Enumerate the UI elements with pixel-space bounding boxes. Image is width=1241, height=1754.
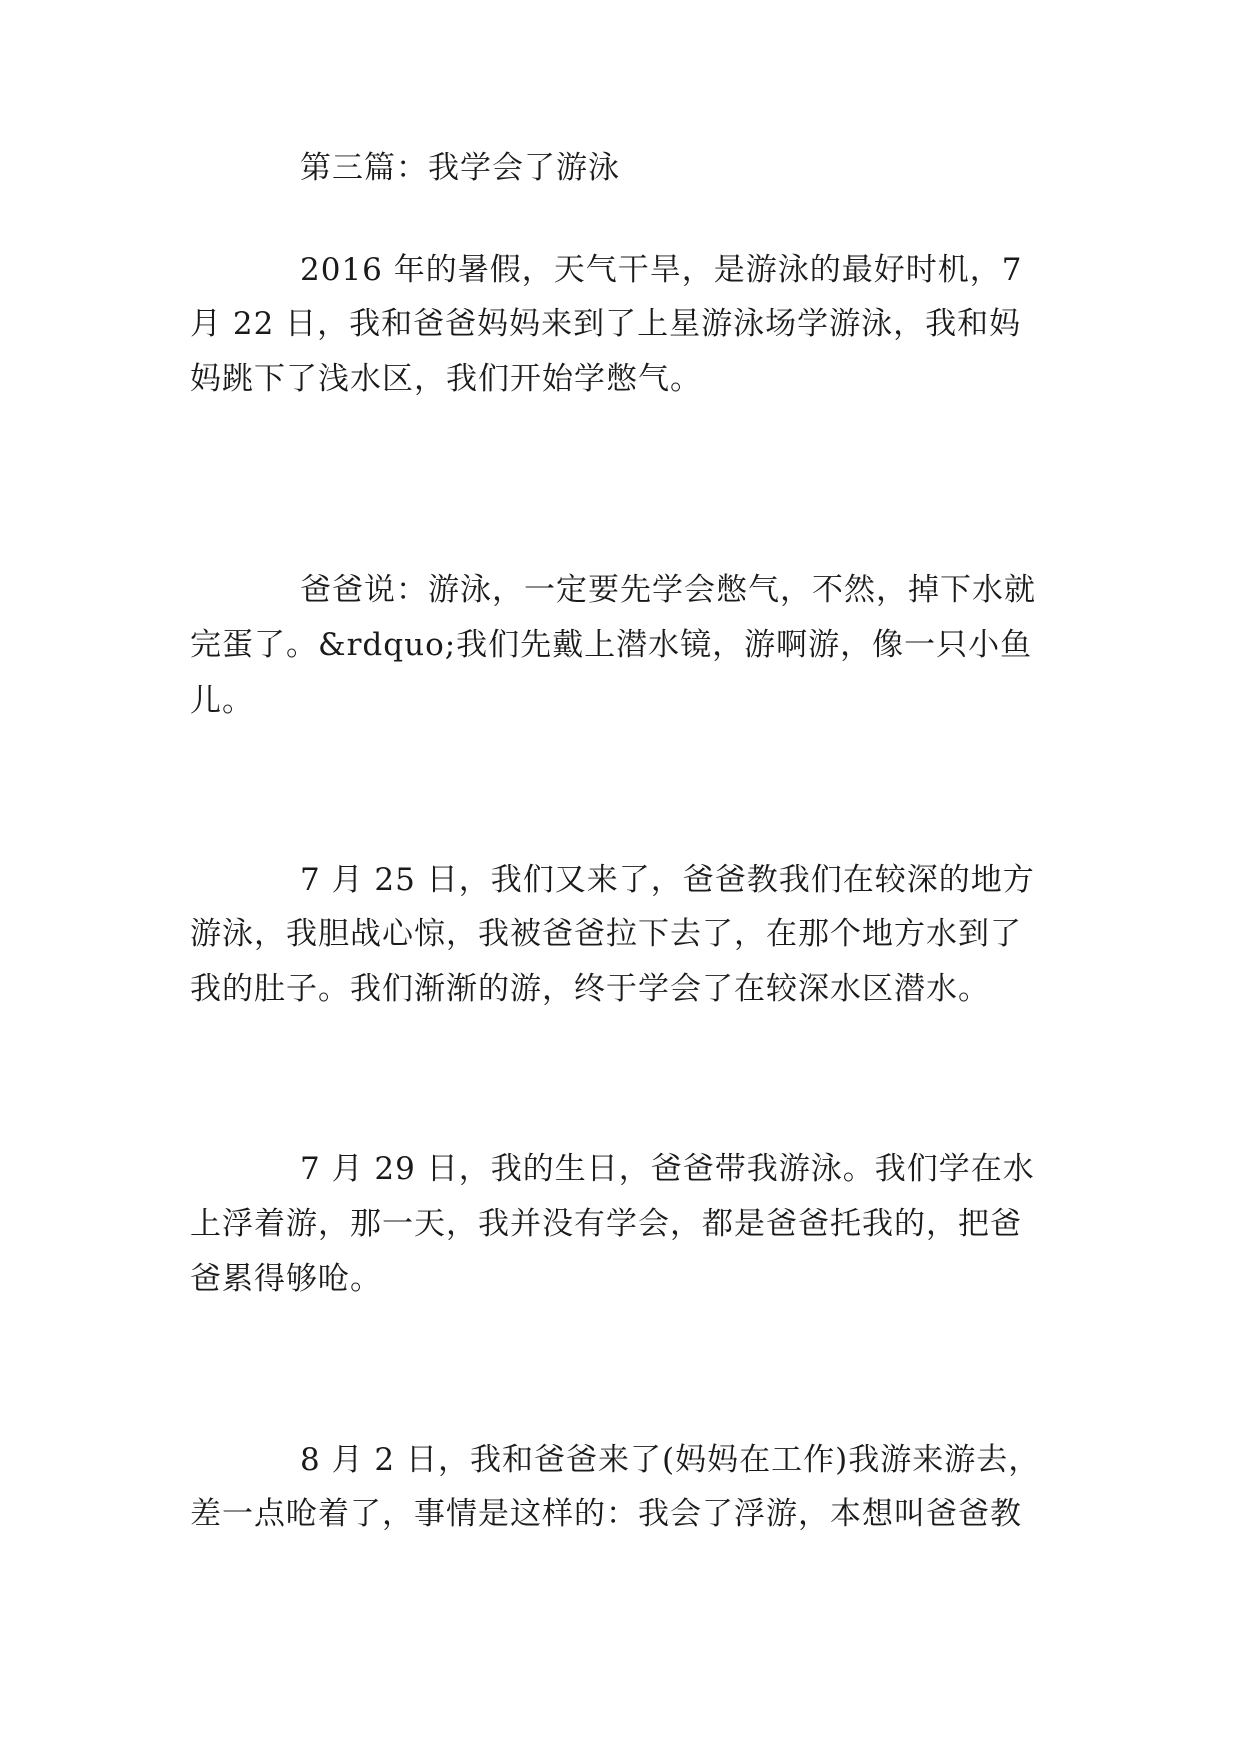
paragraph-line: 我的肚子。我们渐渐的游，终于学会了在较深水区潜水。 — [190, 971, 990, 1007]
paragraph-line: 月 22 日，我和爸爸妈妈来到了上星游泳场学游泳，我和妈 — [190, 306, 1022, 342]
paragraph-line: 2016 年的暑假，天气干旱，是游泳的最好时机，7 — [300, 252, 1023, 288]
paragraph-line: 爸累得够呛。 — [190, 1261, 382, 1297]
paragraph-line: 上浮着游，那一天，我并没有学会，都是爸爸托我的，把爸 — [190, 1206, 1022, 1242]
paragraph-line: 妈跳下了浅水区，我们开始学憋气。 — [190, 361, 702, 397]
document-title: 第三篇：我学会了游泳 — [300, 150, 620, 186]
paragraph-line: 7 月 29 日，我的生日，爸爸带我游泳。我们学在水 — [300, 1151, 1035, 1187]
paragraph-line: 差一点呛着了，事情是这样的：我会了浮游，本想叫爸爸教 — [190, 1496, 1022, 1532]
paragraph-line: 儿。 — [190, 683, 254, 719]
paragraph-line: 爸爸说：游泳，一定要先学会憋气，不然，掉下水就 — [300, 572, 1036, 608]
paragraph-line: 7 月 25 日，我们又来了，爸爸教我们在较深的地方 — [300, 862, 1035, 898]
paragraph-line: 完蛋了。&rdquo;我们先戴上潜水镜，游啊游，像一只小鱼 — [190, 627, 1033, 663]
paragraph-line: 游泳，我胆战心惊，我被爸爸拉下去了，在那个地方水到了 — [190, 916, 1022, 952]
paragraph-line: 8 月 2 日，我和爸爸来了(妈妈在工作)我游来游去， — [300, 1442, 1041, 1478]
